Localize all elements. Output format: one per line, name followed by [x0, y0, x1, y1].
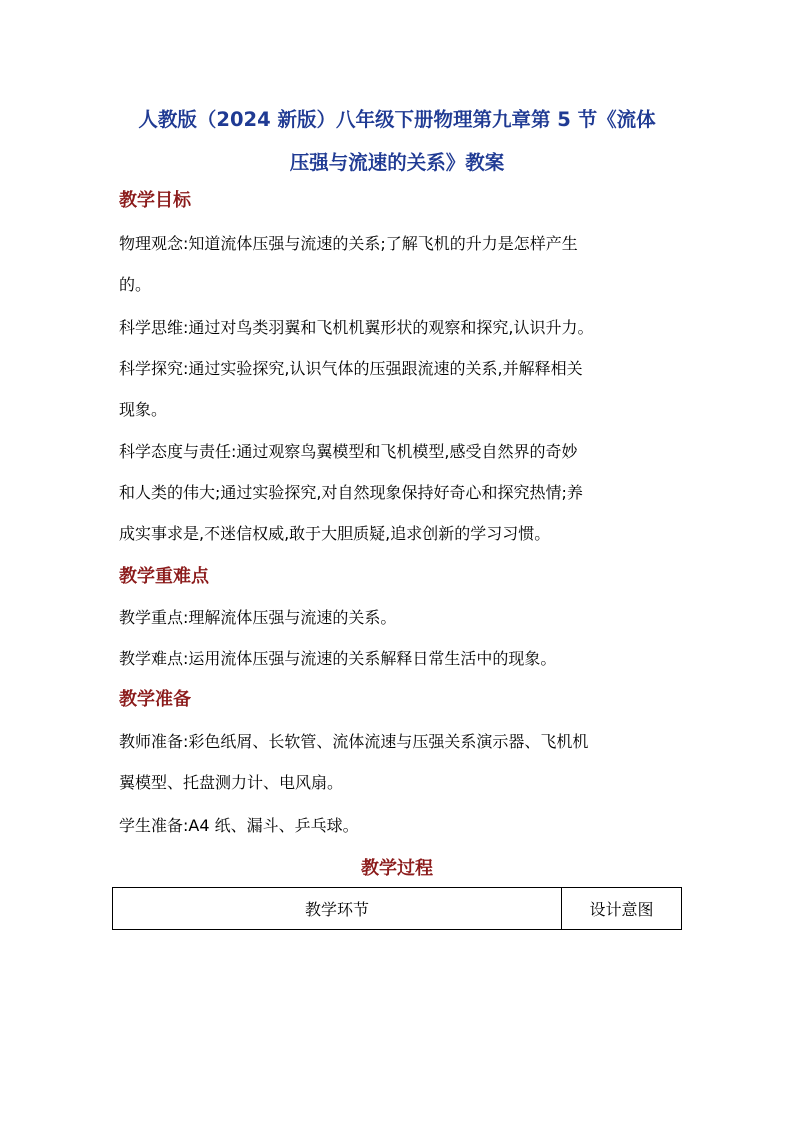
objectives-heading: 教学目标	[119, 190, 191, 211]
title-line-2: 压强与流速的关系》教案	[289, 151, 505, 174]
teacher-preparation-line-2: 翼模型、托盘测力计、电风扇。	[119, 773, 344, 792]
title-line-1: 人教版（2024 新版）八年级下册物理第九章第 5 节《流体	[138, 108, 656, 131]
student-preparation-paragraph	[119, 805, 679, 846]
attitude-line-2: 和人类的伟大;通过实验探究,对自然现象保持好奇心和探究热情;养	[119, 483, 583, 502]
difficult-point-line: 教学难点:运用流体压强与流速的关系解释日常生活中的现象。	[119, 649, 557, 668]
key-point-line: 教学重点:理解流体压强与流速的关系。	[119, 608, 397, 627]
process-table	[112, 887, 682, 930]
scientific-thinking-line-1: 科学思维:通过对鸟类羽翼和飞机机翼形状的观察和探究,认识升力。	[119, 318, 594, 337]
scientific-inquiry-paragraph	[119, 348, 679, 430]
scientific-inquiry-line-1: 科学探究:通过实验探究,认识气体的压强跟流速的关系,并解释相关	[119, 359, 583, 378]
attitude-line-3: 成实事求是,不迷信权威,敢于大胆质疑,追求创新的学习习惯。	[119, 524, 551, 543]
column-header-teaching-step: 教学环节	[113, 888, 562, 930]
physics-concept-line-1: 物理观念:知道流体压强与流速的关系;了解飞机的升力是怎样产生	[119, 234, 578, 253]
document-title	[112, 98, 682, 184]
physics-concept-paragraph	[119, 223, 679, 305]
attitude-paragraph	[119, 431, 679, 554]
key-point-paragraph	[119, 597, 679, 638]
key-points-heading: 教学重难点	[119, 566, 209, 587]
column-header-design-intent: 设计意图	[562, 888, 682, 930]
preparation-heading: 教学准备	[119, 689, 191, 710]
table-header-row	[113, 888, 682, 930]
scientific-inquiry-line-2: 现象。	[119, 400, 168, 419]
scientific-thinking-paragraph	[119, 307, 679, 348]
physics-concept-line-2: 的。	[119, 275, 152, 294]
student-preparation-line: 学生准备:A4 纸、漏斗、乒乓球。	[119, 816, 359, 835]
attitude-line-1: 科学态度与责任:通过观察鸟翼模型和飞机模型,感受自然界的奇妙	[119, 442, 578, 461]
difficult-point-paragraph	[119, 638, 679, 679]
teacher-preparation-paragraph	[119, 721, 679, 803]
teacher-preparation-line-1: 教师准备:彩色纸屑、长软管、流体流速与压强关系演示器、飞机机	[119, 732, 589, 751]
process-heading: 教学过程	[361, 858, 433, 879]
